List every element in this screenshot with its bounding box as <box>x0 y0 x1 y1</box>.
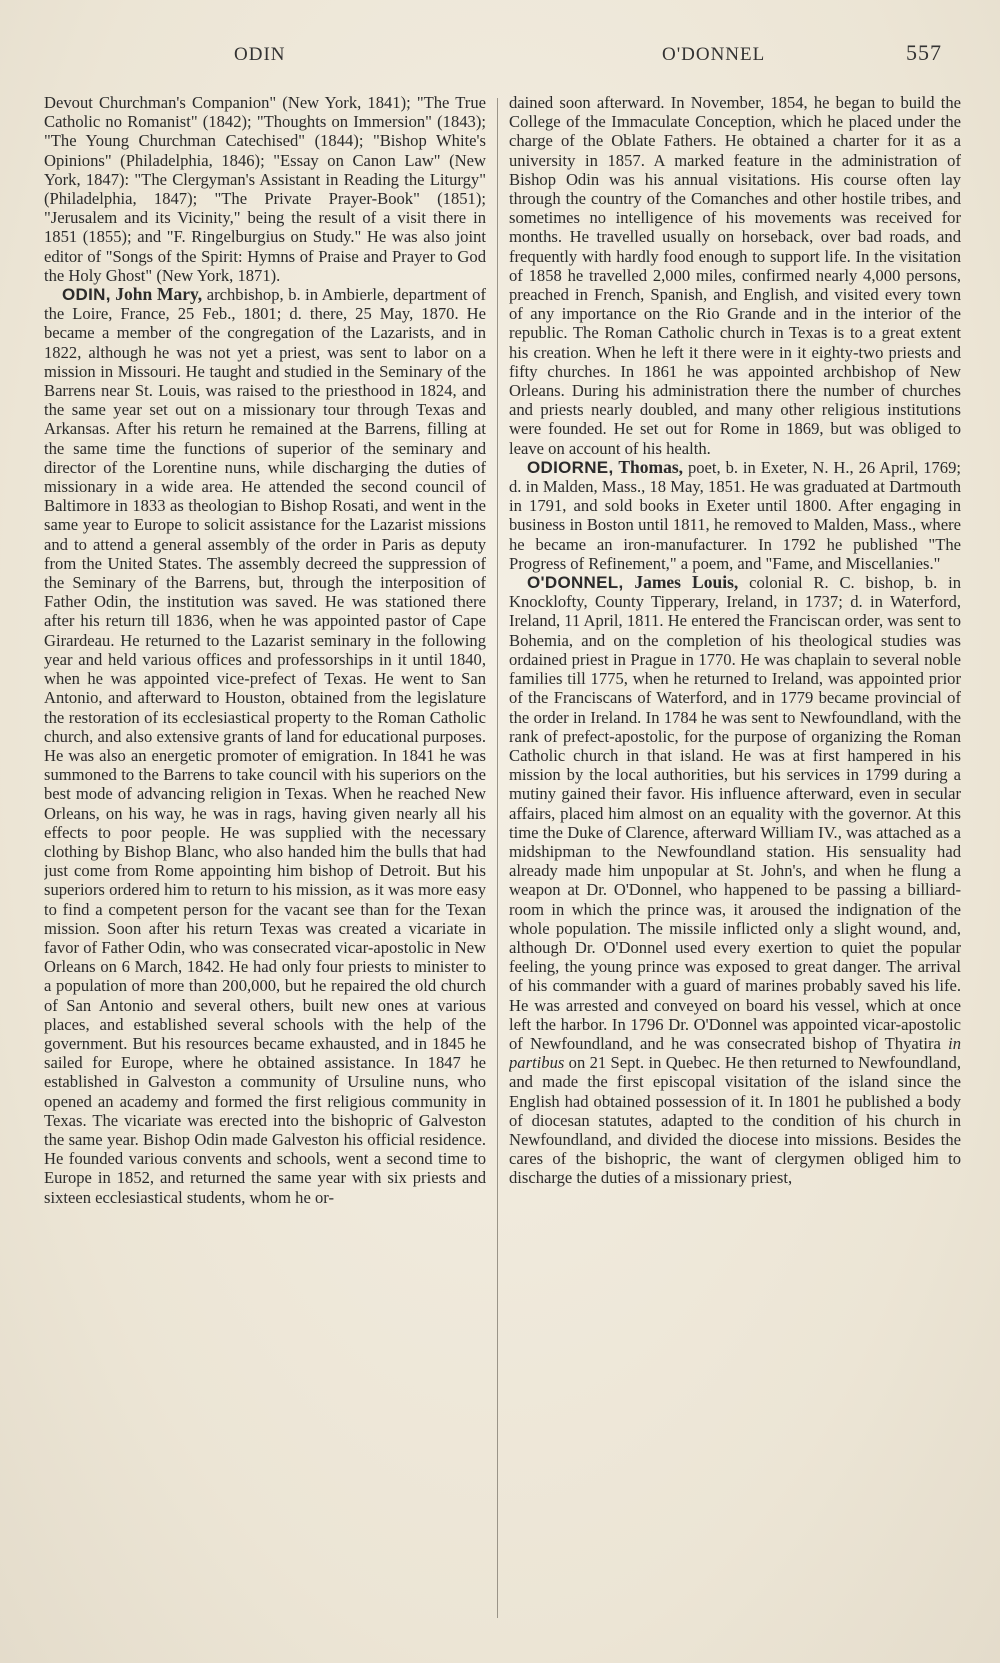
entry-odin-text: archbishop, b. in Ambierle, department of the Loire, France, 25 Feb., 1801; d. there, 25 May, 1870. He became a member of the congregation of the Lazarists, and in 1822, although he was not yet a priest, was sent to labor on a mission in Missouri. He taught and studied in the Seminary of the Barrens near St. Louis, was raised to the priesthood in 1824, and the same year set out on a missionary tour through Texas and Arkansas. After his return he remained at the Barrens, filling at the same time the functions of superior of the seminary and director of the Lorentine nuns, while discharging the duties of missionary in a wide area. He attended the second council of Baltimore in 1833 as theologian to Bishop Rosati, and went in the same year to Europe to solicit assistance for the Lazarist missions and to attend a general assembly of the order in Paris as deputy from the United States. The assembly decreed the suppression of the Seminary of the Barrens, but, through the interposition of Father Odin, the institution was saved. He was stationed there after his return till 1836, when he was appointed pastor of Cape Girardeau. He returned to the Lazarist seminary in the following year and held various offices and professorships in it until 1840, when he was appointed vice-prefect of Texas. He went to San Antonio, and afterward to Houston, obtained from the legislature the restoration of its ecclesiastical property to the Roman Catholic church, and also extensive grants of land for educational purposes. He was also an energetic promoter of emigration. In 1841 he was summoned to the Barrens to take council with his superiors on the best mode of advancing religion in Texas. When he reached New Orleans, on his way, he was in rags, having given nearly all his effects to poor people. He was supplied with the necessary clothing by Bishop Blanc, who also handed him the bulls that had just come from Rome appointing him bishop of Detroit. But his superiors ordered him to return to his mission, as it was more easy to find a competent person for the vacant see than for the Texan mission. Soon after his return Texas was created a vicariate in favor of Father Odin, who was consecrated vicar-apostolic in New Orleans on 6 March, 1842. He had only four priests to minister to a population of more than 200,000, but he repaired the old church of San Antonio and several others, built new ones at various places, and established several schools with the help of the government. But his resources became exhausted, and in 1845 he sailed for Europe, where he obtained assistance. In 1847 he established in Galveston a community of Ursuline nuns, who opened an academy and formed the first religious community in Texas. The vicariate was erected into the bishopric of Galveston the same year. Bishop Odin made Galveston his official residence. He founded various convents and schools, went a second time to Europe in 1852, and returned the same year with six priests and sixteen ecclesiastical students, whom he or- <box>44 285 486 1207</box>
entry-odiorne-text: poet, b. in Exeter, N. H., 26 April, 1769; d. in Malden, Mass., 18 May, 1851. He was graduated at Dartmouth in 1791, and sold books in Exeter until 1800. After engaging in business in Boston until 1811, he removed to Malden, Mass., where he became an iron-manufacturer. In 1792 he published "The Progress of Refinement," a poem, and "Fame, and Miscellanies." <box>509 457 961 573</box>
previous-entry-continuation: Devout Churchman's Companion" (New York, 1841); "The True Catholic no Romanist" (1842); "Thoughts on Immersion" (1843); "The Young Churchman Catechised" (1844); "Bishop White's Opinions" (Philadelphia, 1846); "Essay on Canon Law" (New York, 1847): "The Clergyman's Assistant in Reading the Liturgy" (Philadelphia, 1847); "The Private Prayer-Book" (1851); "Jerusalem and its Vicinity," being the result of a visit there in 1851 (1855); and "F. Ringelburgius on Study." He was also joint editor of "Songs of the Spirit: Hymns of Praise and Prayer to God the Holy Ghost" (New York, 1871). <box>44 93 486 285</box>
entry-odin <box>44 285 486 1207</box>
entry-odiorne-given-names: Thomas, <box>618 456 684 477</box>
header-right-word: O'DONNEL <box>662 44 766 65</box>
right-column <box>509 93 961 1623</box>
running-header <box>0 40 1000 80</box>
entry-odin-given-names: John Mary, <box>115 284 203 305</box>
page-number: 557 <box>906 40 942 65</box>
entry-odonnel-surname: O'DONNEL, <box>527 573 624 593</box>
entry-odin-surname: ODIN, <box>62 285 111 305</box>
header-left-word: ODIN <box>234 44 286 65</box>
left-column <box>44 93 486 1623</box>
entry-odin-continuation: dained soon afterward. In November, 1854, he began to build the College of the Immaculate Conception, which he placed under the charge of the Oblate Fathers. He obtained a charter for it as a university in 1857. A marked feature in the administration of Bishop Odin was his annual visitations. His course often lay through the country of the Comanches and other hostile tribes, and sometimes no intelligence of his movements was received for months. He travelled usually on horseback, over bad roads, and frequently with hardly food enough to support life. In the visitation of 1858 he travelled 2,000 miles, confirmed nearly 4,000 persons, preached in French, Spanish, and English, and visited every town of any importance on the Rio Grande and in the interior of the republic. The Roman Catholic church in Texas is to a great extent his creation. When he left it there were in it eighty-two priests and fifty churches. In 1861 he was appointed archbishop of New Orleans. During his administration there the number of churches and priests nearly doubled, and many other religious institutions were founded. He set out for Rome in 1869, but was obliged to leave on account of his health. <box>509 93 961 458</box>
entry-odonnel-text-b: on 21 Sept. in Quebec. He then returned to Newfoundland, and made the first episcopal visitation of the island since the English had obtained possession of it. In 1801 he published a body of diocesan statutes, adapted to the condition of his church in Newfoundland, and divided the diocese into missions. Besides the cares of the bishopric, the want of clergymen obliged him to discharge the duties of a missionary priest, <box>509 1053 961 1188</box>
entry-odonnel-given-names: James Louis, <box>634 572 739 593</box>
entry-odiorne-surname: ODIORNE, <box>527 457 614 477</box>
entry-odonnel <box>509 573 961 1188</box>
column-divider <box>497 98 498 1618</box>
entry-odiorne <box>509 458 961 573</box>
entry-odonnel-italic-phrase: in partibus <box>509 1033 961 1073</box>
entry-odonnel-text-a: colonial R. C. bishop, b. in Knocklofty, County Tipperary, Ireland, in 1737; d. in Waterford, Ireland, 11 April, 1811. He entered the Franciscan order, was sent to Bohemia, and on the completion of his theological studies was ordained priest in Prague in 1770. He was chaplain to several noble families till 1775, when he returned to Ireland, was appointed prior of the Franciscans of Waterford, and in 1779 became provincial of the order in Ireland. In 1784 he was sent to Newfoundland, with the rank of prefect-apostolic, for the purpose of organizing the Roman Catholic church in that island. He was at first hampered in his mission by the local authorities, but his services in 1799 during a mutiny gained their favor. His influence afterward, even in secular affairs, placed him almost on an equality with the governor. At this time the Duke of Clarence, afterward William IV., was attached as a midshipman to the Newfoundland station. His sensuality had already made him unpopular at St. John's, and when he flung a weapon at Dr. O'Donnel, who happened to be passing a billiard-room in which the prince was, it aroused the indignation of the whole population. The missile inflicted only a slight wound, and, although Dr. O'Donnel used every exertion to quiet the popular feeling, the young prince was exposed to great danger. The arrival of his commander with a guard of marines probably saved his life. He was arrested and conveyed on board his vessel, which at once left the harbor. In 1796 Dr. O'Donnel was appointed vicar-apostolic of Newfoundland, and he was consecrated bishop of Thyatira <box>509 573 961 1053</box>
